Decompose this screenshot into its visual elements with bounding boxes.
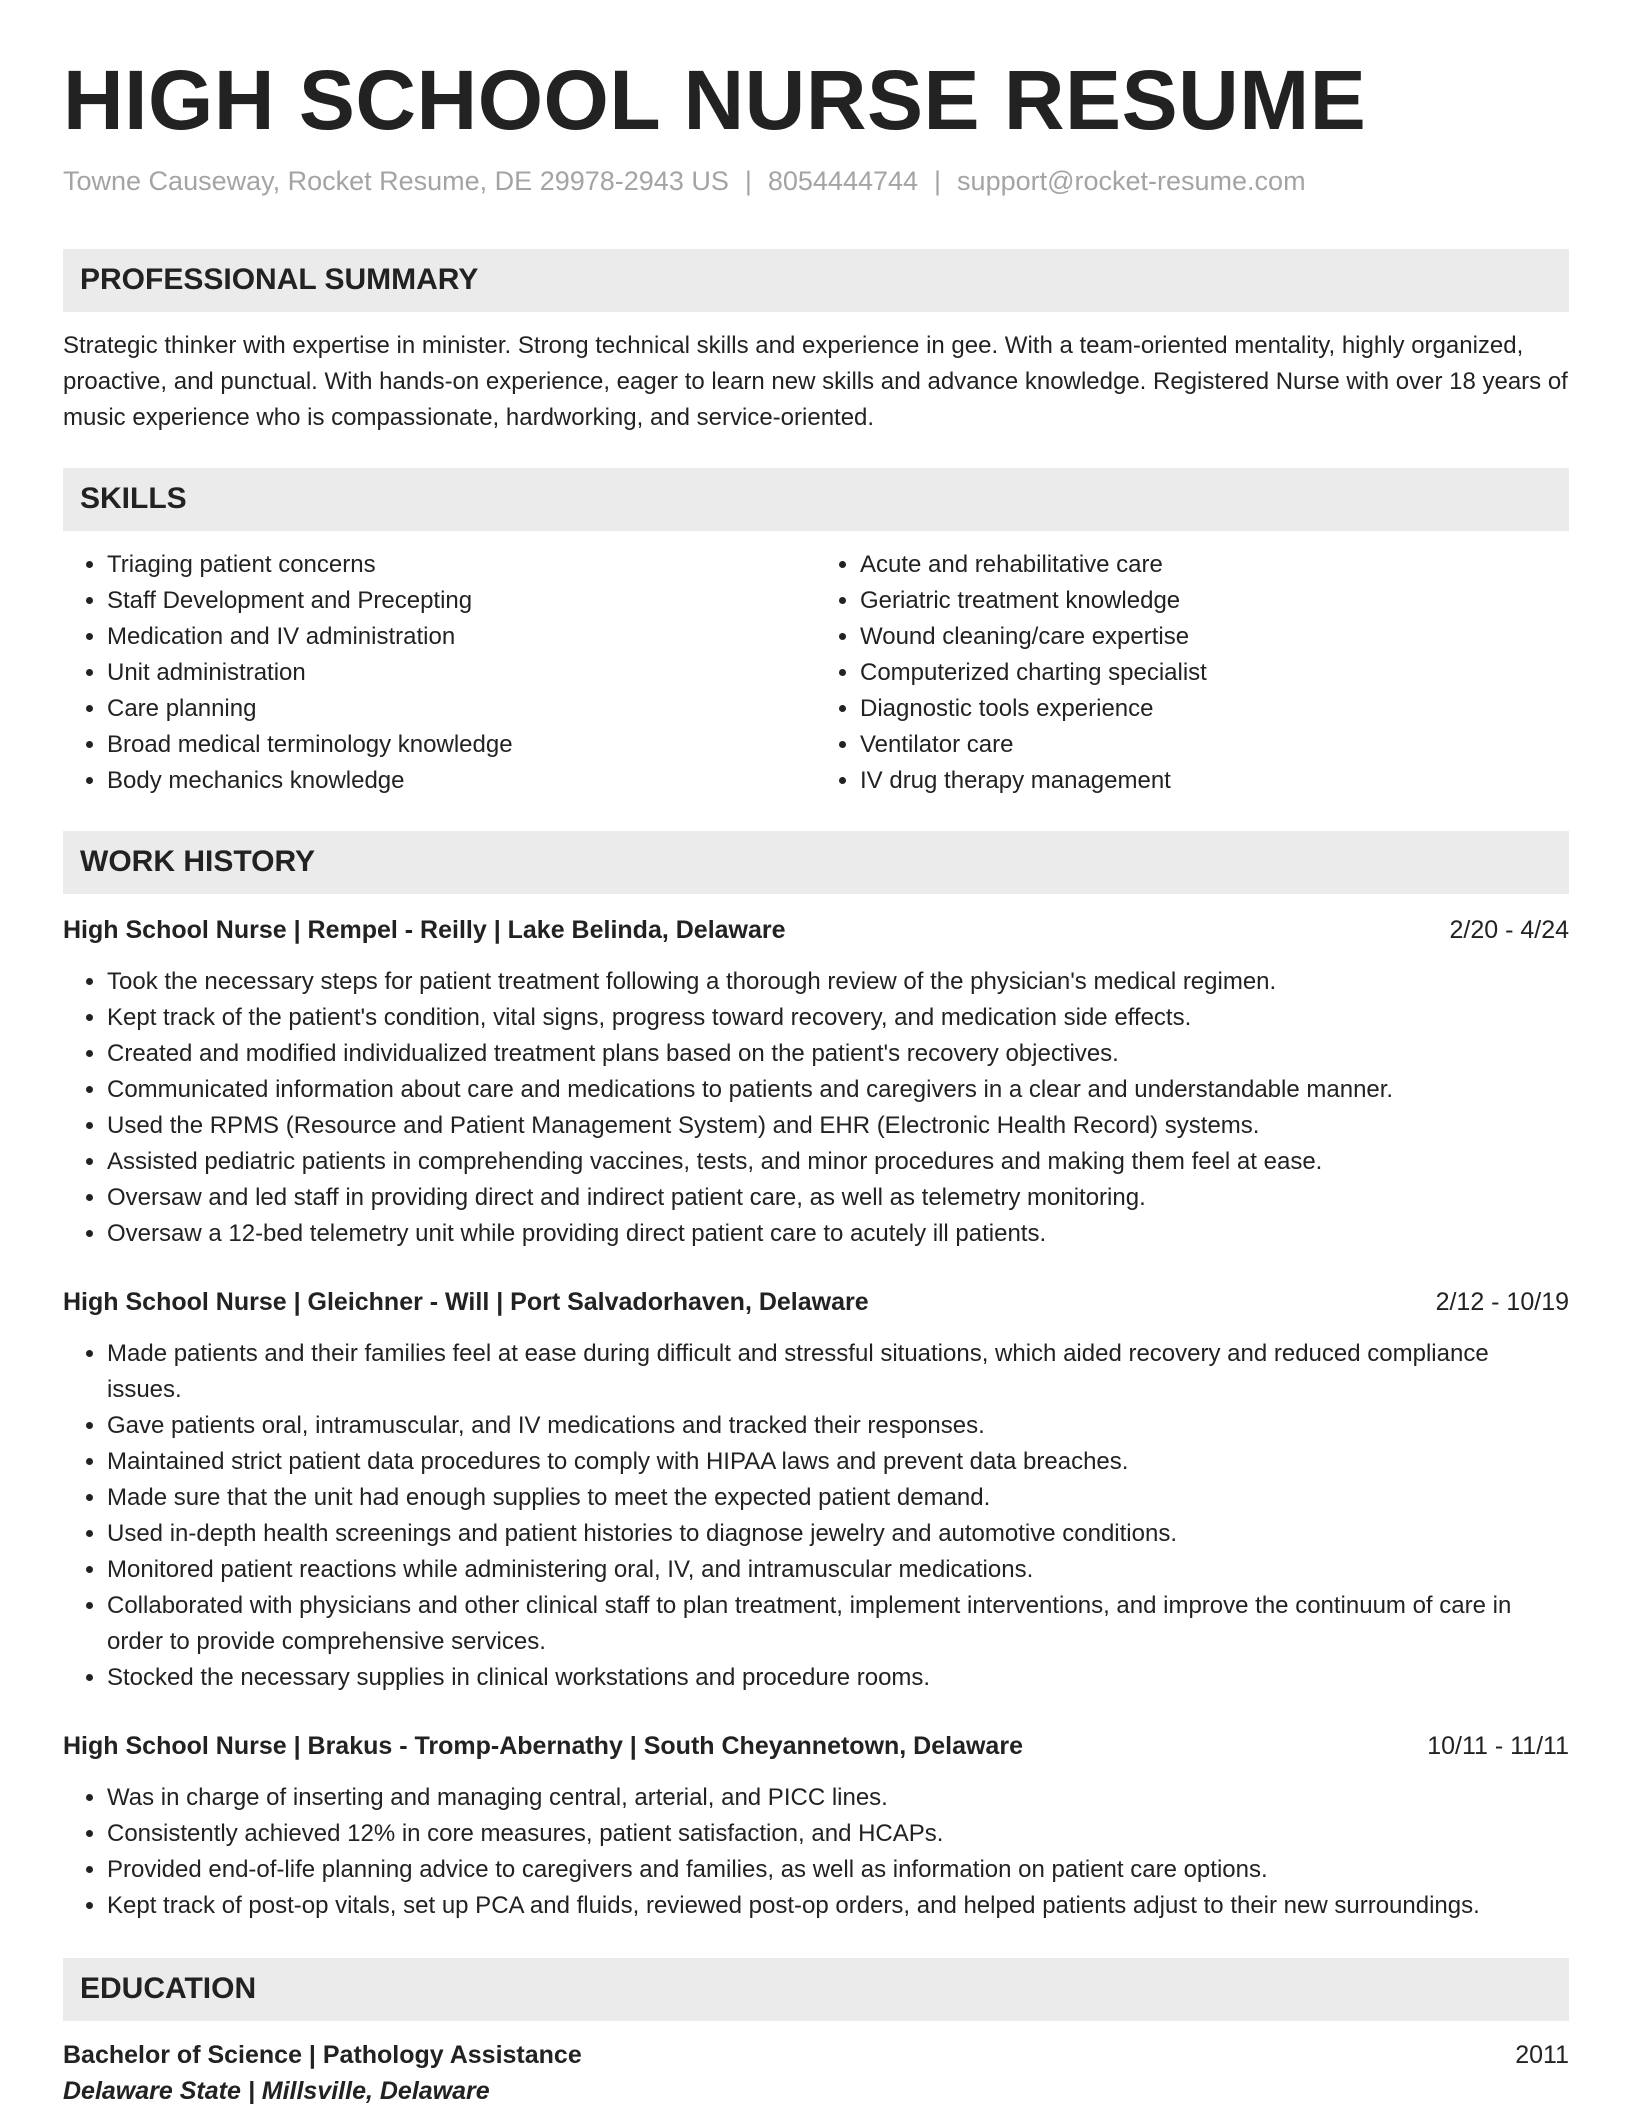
job-bullets [63, 1336, 1569, 1696]
list-item: • Diagnostic tools experience [860, 691, 1569, 727]
list-item: • Assisted pediatric patients in comprehending vaccines, tests, and minor procedures and making them feel at ease. [107, 1144, 1569, 1180]
list-item: • Wound cleaning/care expertise [860, 619, 1569, 655]
list-item: • Computerized charting specialist [860, 655, 1569, 691]
list-item: • IV drug therapy management [860, 763, 1569, 799]
job-title: High School Nurse | Gleichner - Will | Port Salvadorhaven, Delaware [63, 1287, 869, 1316]
contact-separator: | [934, 165, 942, 196]
list-item: • Created and modified individualized treatment plans based on the patient's recovery objectives. [107, 1036, 1569, 1072]
skills-column-right [816, 547, 1569, 799]
education-school: Delaware State | Millsville, Delaware [63, 2076, 490, 2105]
contact-phone: 8054444744 [767, 165, 919, 196]
job-title: High School Nurse | Rempel - Reilly | Lake Belinda, Delaware [63, 915, 786, 944]
contact-separator: | [744, 165, 752, 196]
skills-heading: SKILLS [63, 468, 1569, 531]
job-bullets [63, 1780, 1569, 1924]
list-item: • Oversaw a 12-bed telemetry unit while providing direct patient care to acutely ill patients. [107, 1216, 1569, 1252]
contact-email[interactable]: support@rocket-resume.com [957, 165, 1306, 196]
list-item: • Stocked the necessary supplies in clinical workstations and procedure rooms. [107, 1660, 1569, 1696]
work-history-heading: WORK HISTORY [63, 831, 1569, 894]
list-item: • Acute and rehabilitative care [860, 547, 1569, 583]
list-item: • Was in charge of inserting and managing central, arterial, and PICC lines. [107, 1780, 1569, 1816]
job-dates: 2/20 - 4/24 [1449, 915, 1569, 944]
skills-list [63, 547, 1569, 799]
skills-column-left [63, 547, 816, 799]
job-title-row [63, 912, 1569, 948]
list-item: • Medication and IV administration [107, 619, 816, 655]
list-item: • Monitored patient reactions while administering oral, IV, and intramuscular medications. [107, 1552, 1569, 1588]
list-item: • Made patients and their families feel at ease during difficult and stressful situations, which aided recovery and reduced compliance issues. [107, 1336, 1569, 1408]
job-entry [63, 1728, 1569, 1924]
list-item: • Broad medical terminology knowledge [107, 727, 816, 763]
work-history-list [63, 912, 1569, 1924]
list-item: • Kept track of the patient's condition, vital signs, progress toward recovery, and medication side effects. [107, 1000, 1569, 1036]
list-item: • Kept track of post-op vitals, set up PCA and fluids, reviewed post-op orders, and helped patients adjust to their new surroundings. [107, 1888, 1569, 1924]
job-title-row [63, 1284, 1569, 1320]
list-item: • Staff Development and Precepting [107, 583, 816, 619]
list-item: • Maintained strict patient data procedures to comply with HIPAA laws and prevent data breaches. [107, 1444, 1569, 1480]
list-item: • Ventilator care [860, 727, 1569, 763]
education-heading: EDUCATION [63, 1958, 1569, 2021]
contact-line [63, 165, 1569, 197]
list-item: • Geriatric treatment knowledge [860, 583, 1569, 619]
job-title-row [63, 1728, 1569, 1764]
list-item: • Collaborated with physicians and other clinical staff to plan treatment, implement interventions, and improve the continuum of care in order to provide comprehensive services. [107, 1588, 1569, 1660]
list-item: • Took the necessary steps for patient treatment following a thorough review of the physician's medical regimen. [107, 964, 1569, 1000]
contact-address: Towne Causeway, Rocket Resume, DE 29978-2943 US [63, 165, 729, 196]
list-item: • Care planning [107, 691, 816, 727]
job-bullets [63, 964, 1569, 1252]
list-item: • Unit administration [107, 655, 816, 691]
list-item: • Body mechanics knowledge [107, 763, 816, 799]
job-dates: 2/12 - 10/19 [1435, 1287, 1569, 1316]
list-item: • Used the RPMS (Resource and Patient Management System) and EHR (Electronic Health Record) systems. [107, 1108, 1569, 1144]
education-year: 2011 [1515, 2040, 1569, 2069]
list-item: • Oversaw and led staff in providing direct and indirect patient care, as well as telemetry monitoring. [107, 1180, 1569, 1216]
list-item: • Made sure that the unit had enough supplies to meet the expected patient demand. [107, 1480, 1569, 1516]
list-item: • Consistently achieved 12% in core measures, patient satisfaction, and HCAPs. [107, 1816, 1569, 1852]
list-item: • Used in-depth health screenings and patient histories to diagnose jewelry and automotive conditions. [107, 1516, 1569, 1552]
list-item: • Gave patients oral, intramuscular, and IV medications and tracked their responses. [107, 1408, 1569, 1444]
list-item: • Triaging patient concerns [107, 547, 816, 583]
resume-title: HIGH SCHOOL NURSE RESUME [63, 53, 1367, 147]
summary-text: Strategic thinker with expertise in minister. Strong technical skills and experience in gee. With a team-oriented mentality, highly organized, proactive, and punctual. With hands-on experience, eager to learn new skills and advance knowledge. Registered Nurse with over 18 years of music experience who is compassionate, hardworking, and service-oriented. [63, 331, 1568, 431]
list-item: • Provided end-of-life planning advice to caregivers and families, as well as information on patient care options. [107, 1852, 1569, 1888]
education-entry [63, 2037, 1569, 2073]
education-degree: Bachelor of Science | Pathology Assistance [63, 2040, 582, 2069]
job-title: High School Nurse | Brakus - Tromp-Abernathy | South Cheyannetown, Delaware [63, 1731, 1023, 1760]
job-entry [63, 912, 1569, 1252]
summary-heading: PROFESSIONAL SUMMARY [63, 249, 1569, 312]
job-entry [63, 1284, 1569, 1696]
list-item: • Communicated information about care and medications to patients and caregivers in a clear and understandable manner. [107, 1072, 1569, 1108]
job-dates: 10/11 - 11/11 [1427, 1731, 1569, 1760]
